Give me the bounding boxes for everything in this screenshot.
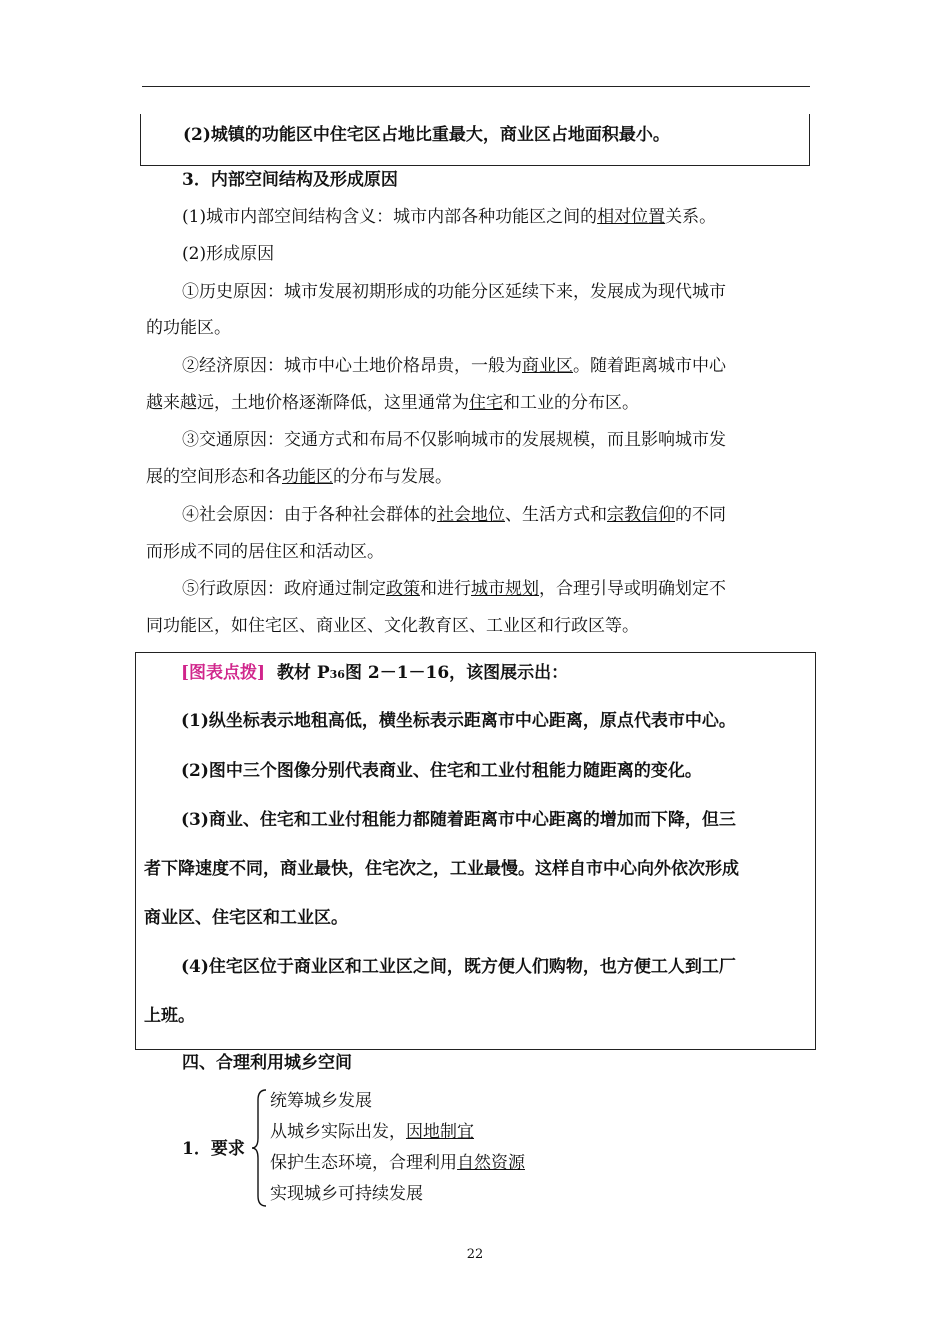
reason-historical-line1: ①历史原因：城市发展初期形成的功能分区延续下来，发展成为现代城市 xyxy=(182,282,726,302)
blank-answer: 商业区 xyxy=(522,356,573,376)
requirement-label: 1．要求 xyxy=(182,1139,245,1159)
requirement-item: 保护生态环境，合理利用自然资源 xyxy=(270,1153,525,1173)
header-rule xyxy=(142,86,810,87)
blank-answer: 社会地位 xyxy=(437,505,505,525)
reason-transport-line1: ③交通原因：交通方式和布局不仅影响城市的发展规模，而且影响城市发 xyxy=(182,430,726,450)
reason-economic-line1: ②经济原因：城市中心土地价格昂贵，一般为商业区。随着距离城市中心 xyxy=(182,356,726,376)
blank-answer: 政策 xyxy=(386,579,420,599)
paragraph-causes-title: (2)形成原因 xyxy=(182,244,275,264)
reason-transport-line2: 展的空间形态和各功能区的分布与发展。 xyxy=(146,467,452,487)
chart-tip-point-2: (2)图中三个图像分别代表商业、住宅和工业付租能力随距离的变化。 xyxy=(181,761,702,781)
chart-tip-point-3-line2: 者下降速度不同，商业最快，住宅次之，工业最慢。这样自市中心向外依次形成 xyxy=(144,859,739,879)
blank-answer: 住宅 xyxy=(469,393,503,413)
reason-historical-line2: 的功能区。 xyxy=(146,318,231,338)
section-4-heading: 四、合理利用城乡空间 xyxy=(182,1053,352,1073)
chart-tip-box xyxy=(135,652,816,1050)
blank-answer: 功能区 xyxy=(282,467,333,487)
blank-answer: 城市规划 xyxy=(471,579,539,599)
requirement-item: 从城乡实际出发，因地制宜 xyxy=(270,1122,474,1142)
requirement-item: 实现城乡可持续发展 xyxy=(270,1184,423,1204)
chart-tip-point-1: (1)纵坐标表示地租高低，横坐标表示距离市中心距离，原点代表市中心。 xyxy=(181,711,736,731)
blank-answer: 宗教信仰 xyxy=(607,505,675,525)
continued-box xyxy=(140,114,810,166)
blank-answer: 因地制宜 xyxy=(406,1122,474,1142)
left-brace-icon xyxy=(250,1088,268,1208)
reason-social-line1: ④社会原因：由于各种社会群体的社会地位、生活方式和宗教信仰的不同 xyxy=(182,505,726,525)
chart-tip-intro: [图表点拨] 教材 P36图 2－1－16，该图展示出： xyxy=(181,663,569,683)
page-number: 22 xyxy=(466,1247,484,1262)
chart-tip-point-4-line1: (4)住宅区位于商业区和工业区之间，既方便人们购物，也方便工人到工厂 xyxy=(181,957,736,977)
box-text: (2)城镇的功能区中住宅区占地比重最大，商业区占地面积最小。 xyxy=(183,125,670,145)
requirement-item: 统筹城乡发展 xyxy=(270,1091,372,1111)
paragraph-structure-meaning: (1)城市内部空间结构含义：城市内部各种功能区之间的相对位置关系。 xyxy=(182,207,717,227)
section-3-heading: 3．内部空间结构及形成原因 xyxy=(182,170,398,190)
chart-tip-point-4-line2: 上班。 xyxy=(144,1006,195,1026)
blank-answer: 自然资源 xyxy=(457,1153,525,1173)
reason-social-line2: 而形成不同的居住区和活动区。 xyxy=(146,542,384,562)
reason-administrative-line2: 同功能区，如住宅区、商业区、文化教育区、工业区和行政区等。 xyxy=(146,616,639,636)
blank-answer: 相对位置 xyxy=(597,207,666,227)
reason-administrative-line1: ⑤行政原因：政府通过制定政策和进行城市规划，合理引导或明确划定不 xyxy=(182,579,726,599)
chart-tip-point-3-line3: 商业区、住宅区和工业区。 xyxy=(144,908,348,928)
reason-economic-line2: 越来越远，土地价格逐渐降低，这里通常为住宅和工业的分布区。 xyxy=(146,393,639,413)
chart-tip-point-3-line1: (3)商业、住宅和工业付租能力都随着距离市中心距离的增加而下降，但三 xyxy=(181,810,736,830)
chart-tip-tag: [图表点拨] xyxy=(181,663,266,683)
